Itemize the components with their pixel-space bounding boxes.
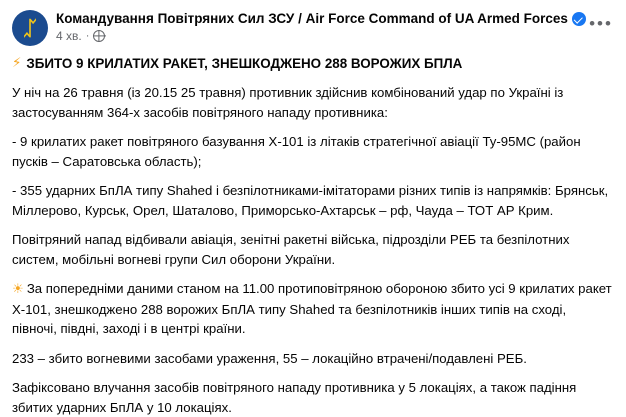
post-paragraph <box>12 83 614 122</box>
post-title <box>12 54 614 73</box>
meta-separator-dot: · <box>85 29 90 42</box>
paragraph-text: - 9 крилатих ракет повітряного базування Х-101 із літаків стратегічної авіації Ту-95МС (район пусків – Саратовська область); <box>12 134 581 169</box>
post-timestamp[interactable]: 4 хв. <box>56 29 82 43</box>
paragraph-text: Повітряний напад відбивали авіація, зенітні ракетні війська, підрозділи РЕБ та безпілотних систем, мобільні вогневі групи Сил оборони України. <box>12 232 570 267</box>
sun-icon: ☀ <box>12 282 24 297</box>
post-meta <box>56 29 614 43</box>
post-menu-button[interactable]: ••• <box>589 14 613 33</box>
post-paragraph <box>12 279 614 339</box>
post-paragraph <box>12 181 614 220</box>
paragraph-text: Зафіксовано влучання засобів повітряного нападу противника у 5 локаціях, а також падіння збитих ударних БпЛА у 10 локаціях. <box>12 380 577 415</box>
paragraph-text: - 355 ударних БпЛА типу Shahed і безпілотниками-імітаторами різних типів із напрямків: Брянськ, Міллерово, Курськ, Орел, Шаталово, Приморсько-Ахтарськ – рф, Чауда – ТОТ АР Крим. <box>12 183 609 218</box>
page-name[interactable]: Командування Повітряних Сил ЗСУ / Air Force Command of UA Armed Forces <box>56 11 568 26</box>
paragraph-text: У ніч на 26 травня (із 20.15 25 травня) противник здійснив комбінований удар по Україні із застосуванням 364-х засобів повітряного нападу противника: <box>12 85 564 120</box>
post-paragraph <box>12 230 614 269</box>
post-body <box>12 54 614 417</box>
post-paragraph <box>12 378 614 417</box>
post-header-text <box>56 10 614 43</box>
post-title-text: ЗБИТО 9 КРИЛАТИХ РАКЕТ, ЗНЕШКОДЖЕНО 288 ВОРОЖИХ БПЛА <box>26 56 463 71</box>
avatar[interactable] <box>12 10 48 46</box>
paragraph-text: 233 – збито вогневими засобами ураження, 55 – локаційно втрачені/подавлені РЕБ. <box>12 350 527 366</box>
verified-badge-icon <box>572 12 586 26</box>
page-name-row <box>56 11 614 27</box>
lightning-icon: ⚡ <box>12 56 22 71</box>
paragraph-text: За попередніми даними станом на 11.00 протиповітряною обороною збито усі 9 крилатих ракет Х-101, знешкоджено 288 ворожих БпЛА типу Shahed та безпілотників інших типів на сході, півночі, півдні, заході і в центрі країни. <box>12 281 612 336</box>
post-header <box>12 10 614 46</box>
avatar-emblem-icon: ᛢ <box>24 16 36 40</box>
post-paragraph <box>12 349 614 369</box>
globe-icon <box>93 30 105 42</box>
post-paragraph <box>12 132 614 171</box>
